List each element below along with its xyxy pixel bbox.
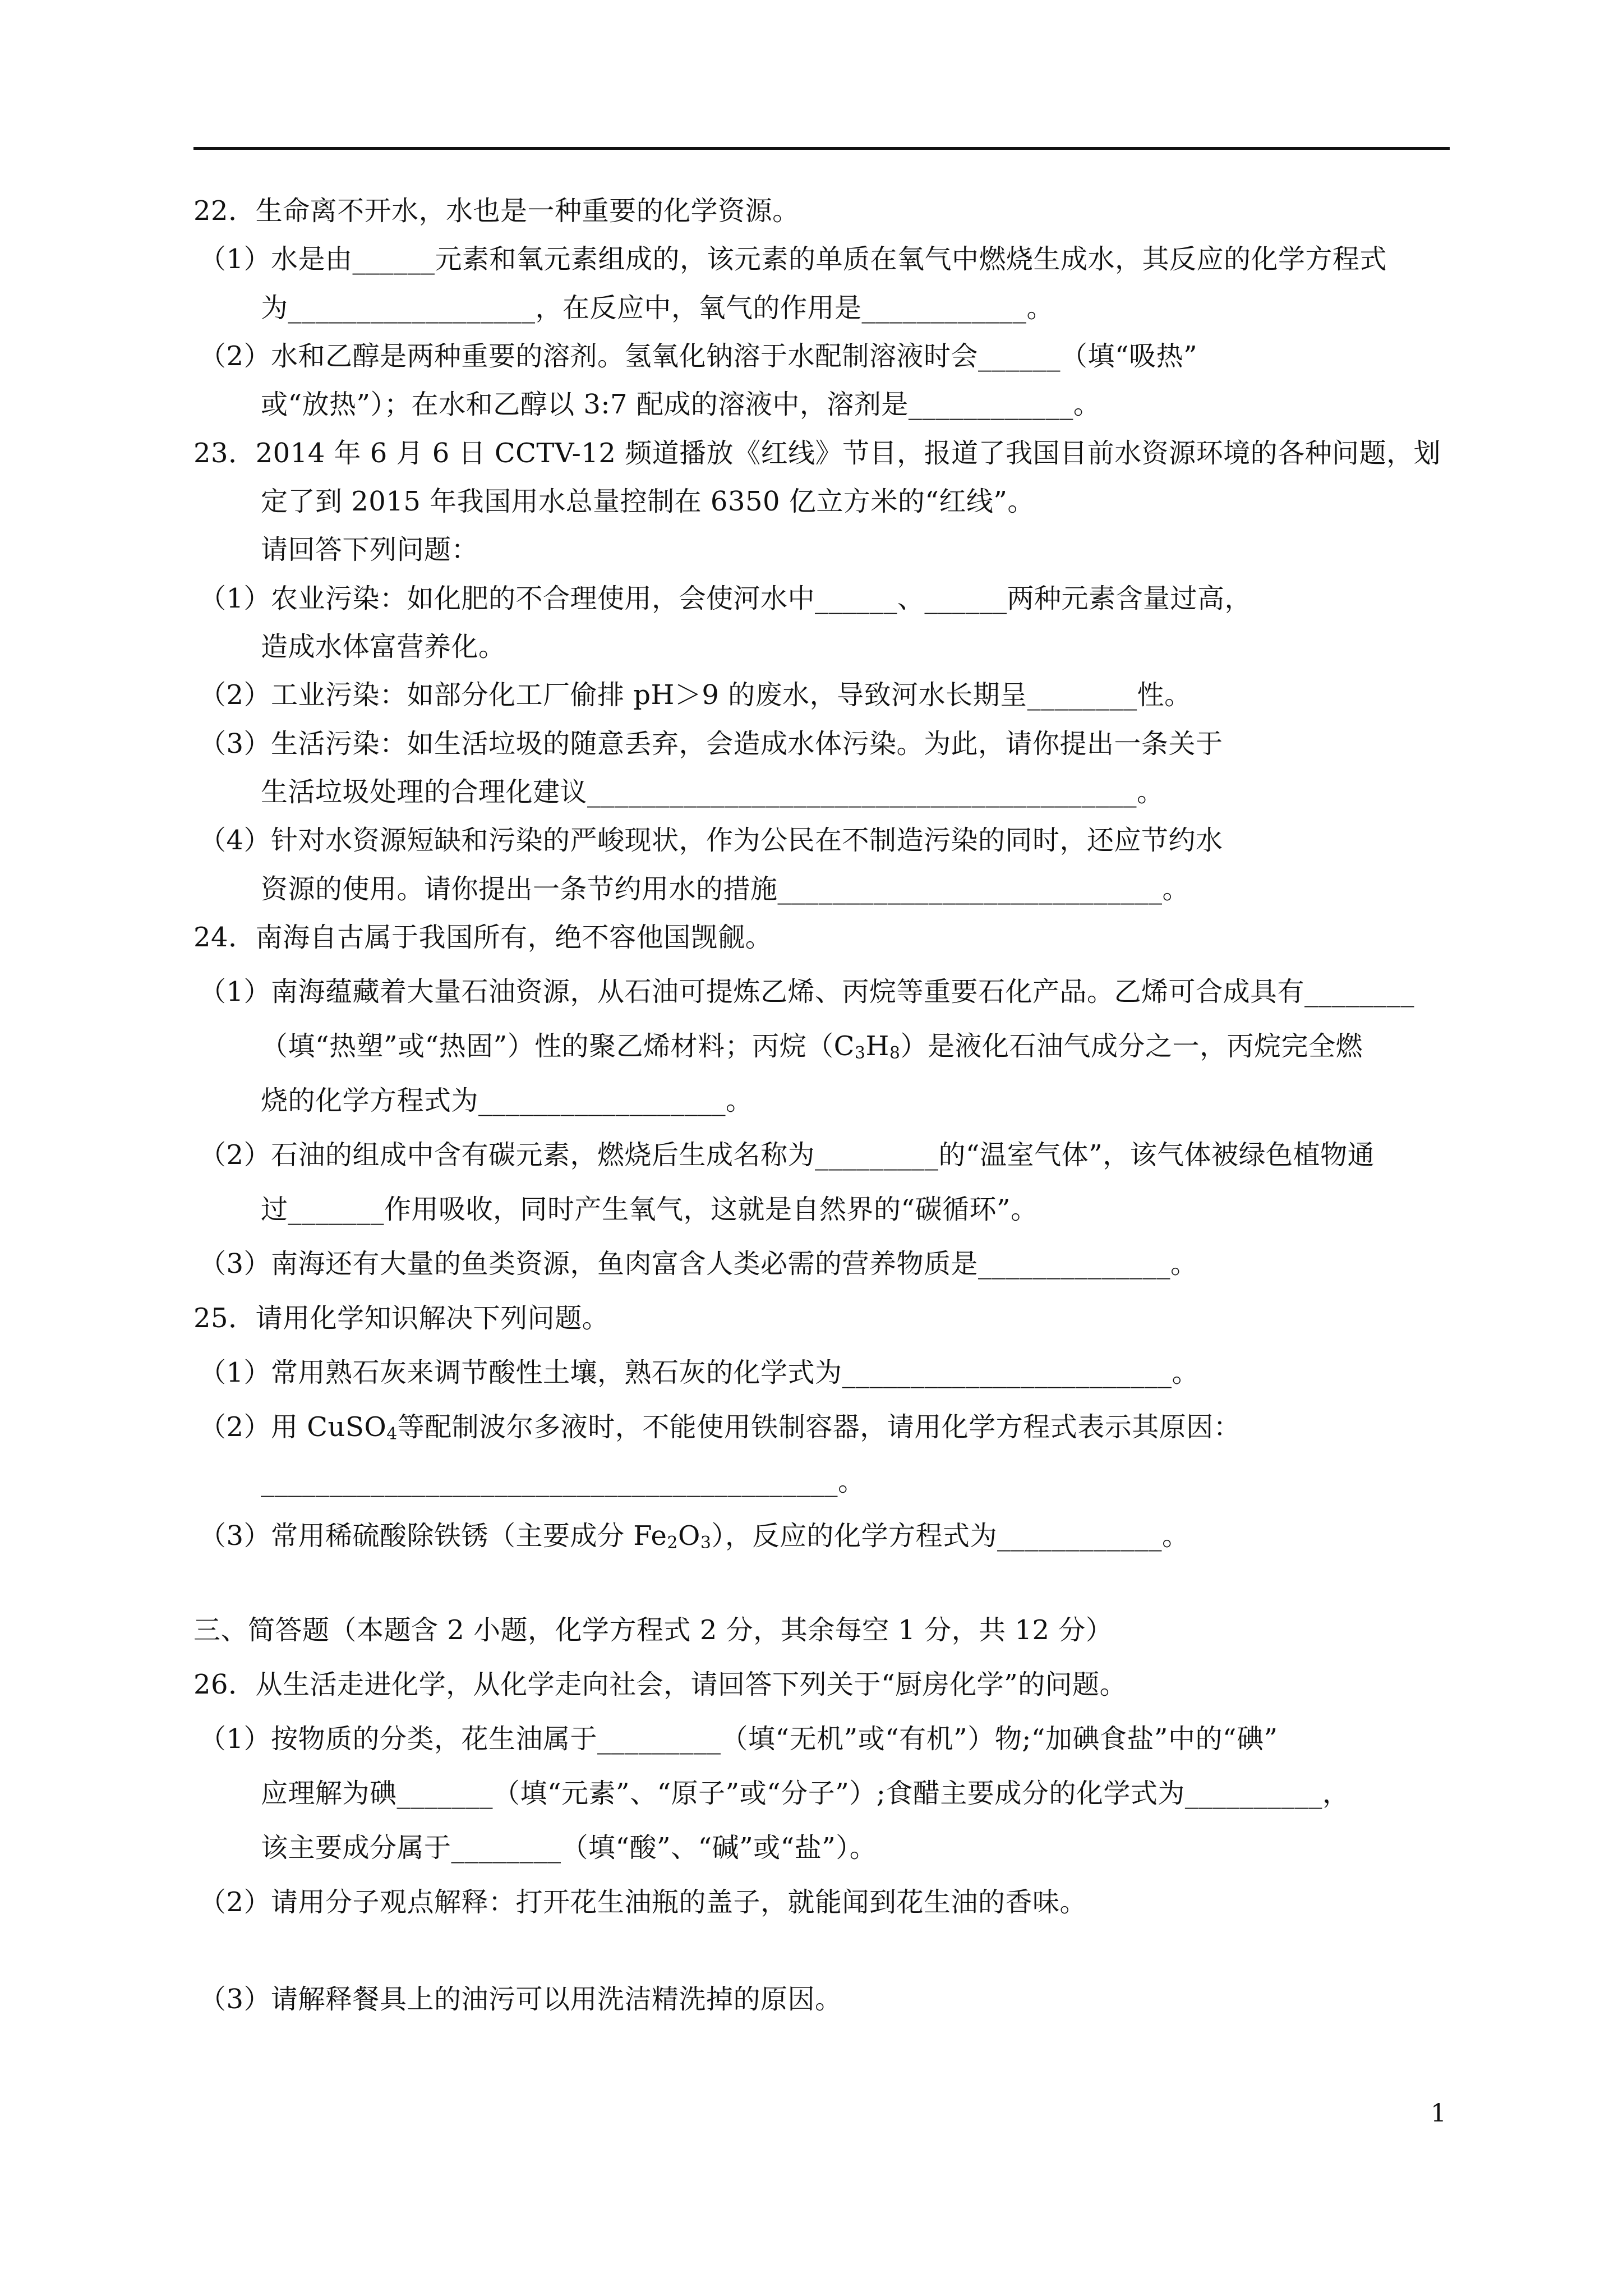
section-3-heading: 三、简答题（本题含 2 小题，化学方程式 2 分，其余每空 1 分，共 12 分） [193,1614,1113,1646]
q26-1-line3: 该主要成分属于________（填“酸”、“碱”或“盐”）。 [261,1832,877,1864]
q25-3: （3）常用稀硫酸除铁锈（主要成分 $Fe_2O_3$），反应的化学方程式为____________。 [199,1520,1189,1553]
q22-1-line2: 为__________________，在反应中，氧气的作用是____________。 [261,292,1054,324]
q25-2-line1: （2）用 CuSO$_4$等配制波尔多液时，不能使用铁制容器，请用化学方程式表示其原因： [199,1411,1241,1444]
q24-1-line1: （1）南海蕴藏着大量石油资源，从石油可提炼乙烯、丙烷等重要石化产品。乙烯可合成具有________ [199,976,1415,1007]
q23-stem-line2: 定了到 2015 年我国用水总量控制在 6350 亿立方米的“红线”。 [261,486,1035,517]
q24-2-line2: 过_______作用吸收，同时产生氧气，这就是自然界的“碳循环”。 [261,1194,1038,1225]
q23-1-line1: （1）农业污染：如化肥的不合理使用，会使河水中______、______两种元素含量过高， [199,583,1252,614]
q24-2-line1: （2）石油的组成中含有碳元素，燃烧后生成名称为_________的“温室气体”，该气体被绿色植物通 [199,1139,1375,1171]
q23-4-line1: （4）针对水资源短缺和污染的严峻现状，作为公民在不制造污染的同时，还应节约水 [199,825,1223,856]
q22-2-line2: 或“放热”）；在水和乙醇以 3:7 配成的溶液中，溶剂是____________。 [261,389,1101,420]
q25-stem: 25．请用化学知识解决下列问题。 [193,1303,610,1334]
q24-1-line2: （填“热塑”或“热固”）性的聚乙烯材料；丙烷$(C_3H_8)$是液化石油气成分之一，丙烷完全燃 [261,1030,1363,1063]
q26-2: （2）请用分子观点解释：打开花生油瓶的盖子，就能闻到花生油的香味。 [199,1887,1087,1918]
q23-2: （2）工业污染：如部分化工厂偷排 pH＞9 的废水，导致河水长期呈________性。 [199,679,1192,711]
q26-3: （3）请解释餐具上的油污可以用洗洁精洗掉的原因。 [199,1984,842,2015]
q26-1-line1: （1）按物质的分类，花生油属于_________（填“无机”或“有机”）物;“加碘食盐”中的“碘” [199,1723,1278,1755]
q22-1-line1: （1）水是由______元素和氧元素组成的，该元素的单质在氧气中燃烧生成水，其反应的化学方程式 [199,243,1387,275]
q26-1-line2: 应理解为碘_______（填“元素”、“原子”或“分子”）;食醋主要成分的化学式为__________， [261,1778,1350,1809]
q23-1-line2: 造成水体富营养化。 [261,631,506,662]
q23-4-line2: 资源的使用。请你提出一条节约用水的措施____________________________。 [261,873,1190,905]
q22-2-line1: （2）水和乙醇是两种重要的溶剂。氢氧化钠溶于水配制溶液时会______（填“吸热” [199,341,1198,372]
q24-3: （3）南海还有大量的鱼类资源，鱼肉富含人类必需的营养物质是______________。 [199,1248,1198,1280]
page-number: 1 [1431,2099,1446,2128]
header-rule [193,147,1450,150]
q26-stem: 26．从生活走进化学，从化学走向社会，请回答下列关于“厨房化学”的问题。 [193,1669,1127,1700]
q23-stem-line1: 23．2014 年 6 月 6 日 CCTV-12 频道播放《红线》节目，报道了我国目前水资源环境的各种问题，划 [193,438,1441,469]
q23-instruction: 请回答下列问题： [261,534,479,565]
q22-stem: 22．生命离不开水，水也是一种重要的化学资源。 [193,195,800,227]
q25-1: （1）常用熟石灰来调节酸性土壤，熟石灰的化学式为________________________。 [199,1357,1200,1388]
q23-3-line1: （3）生活污染：如生活垃圾的随意丢弃，会造成水体污染。为此，请你提出一条关于 [199,728,1223,760]
q24-1-line3: 烧的化学方程式为__________________。 [261,1085,753,1116]
q25-2-line2: __________________________________________。 [261,1466,865,1497]
q24-stem: 24．南海自古属于我国所有，绝不容他国觊觎。 [193,922,773,953]
q23-3-line2: 生活垃圾处理的合理化建议________________________________________。 [261,776,1164,808]
